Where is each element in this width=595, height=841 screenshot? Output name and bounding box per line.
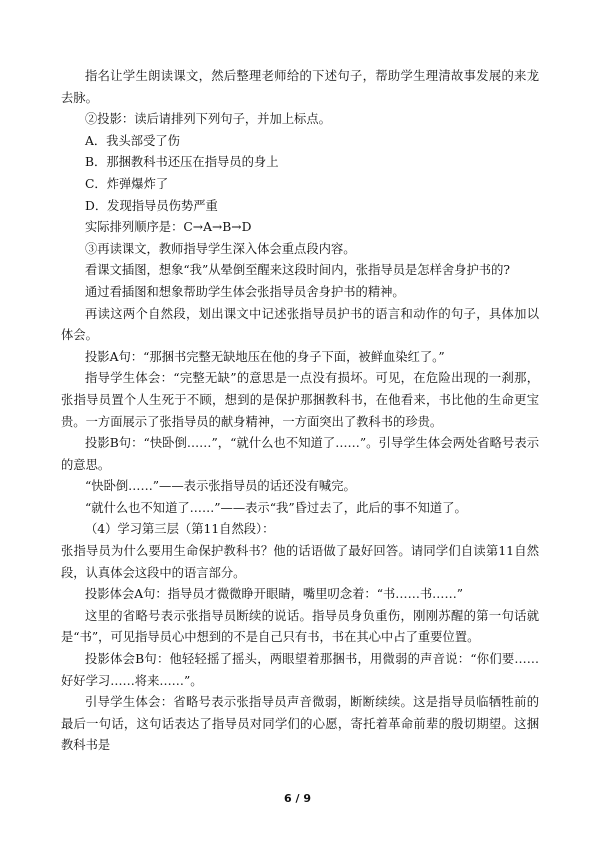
paragraph: 实际排列顺序是：C→A→B→D bbox=[85, 220, 252, 235]
paragraph: ③再读课文，教师指导学生深入体会重点段内容。 bbox=[85, 241, 356, 256]
paragraph: “就什么也不知道了……”——表示“我”昏过去了，此后的事不知道了。 bbox=[85, 500, 467, 515]
paragraph: 投影B句：“快卧倒……”，“就什么也不知道了……”。引导学生体会两处省略号表示的意思。 bbox=[61, 436, 539, 472]
page-number: 6 / 9 bbox=[284, 792, 311, 805]
paragraph: 看课文插图，想象“我”从晕倒至醒来这段时间内，张指导员是怎样舍身护书的? bbox=[85, 263, 510, 278]
paragraph: C．炸弹爆炸了 bbox=[85, 176, 169, 191]
paragraph: 投影体会A句：指导员才微微睁开眼睛，嘴里叨念着：“书……书……” bbox=[85, 587, 464, 602]
paragraph: “快卧倒……”——表示张指导员的话还没有喊完。 bbox=[85, 479, 356, 494]
paragraph: D．发现指导员伤势严重 bbox=[85, 198, 218, 213]
paragraph: 投影A句：“那捆书完整无缺地压在他的身子下面，被鲜血染红了。” bbox=[85, 349, 445, 364]
paragraph: 投影体会B句：他轻轻摇了摇头，两眼望着那捆书，用微弱的声音说：“你们要……好好学习……将来……”。 bbox=[61, 652, 539, 688]
paragraph: B．那捆教科书还压在指导员的身上 bbox=[85, 155, 279, 170]
paragraph: 通过看插图和想象帮助学生体会张指导员舍身护书的精神。 bbox=[85, 284, 405, 299]
document-body bbox=[61, 66, 539, 757]
paragraph: 再读这两个自然段，划出课文中记述张指导员护书的语言和动作的句子，具体加以体会。 bbox=[61, 306, 539, 343]
paragraph: 指导学生体会：“完整无缺”的意思是一点没有损坏。可见，在危险出现的一刹那，张指导员置个人生死于不顾，想到的是保护那捆教科书，在他看来，书比他的生命更宝贵。一方面展示了张指导员的献身精神，一方面突出了教科书的珍贵。 bbox=[61, 371, 539, 429]
paragraph: A．我头部受了伤 bbox=[85, 133, 180, 148]
paragraph: 这里的省略号表示张指导员断续的说话。指导员身负重伤，刚刚苏醒的第一句话就是“书”，可见指导员心中想到的不是自己只有书，书在其心中占了重要位置。 bbox=[61, 608, 539, 645]
paragraph: 张指导员为什么要用生命保护教科书？他的话语做了最好回答。请同学们自读第11自然段，认真体会这段中的语言部分。 bbox=[61, 544, 539, 580]
paragraph: 引导学生体会：省略号表示张指导员声音微弱，断断续续。这是指导员临牺牲前的最后一句话，这句话表达了指导员对同学们的心愿，寄托着革命前辈的殷切期望。这捆教科书是 bbox=[61, 695, 539, 753]
paragraph: 指名让学生朗读课文，然后整理老师给的下述句子，帮助学生理清故事发展的来龙去脉。 bbox=[61, 69, 539, 105]
paragraph: （4）学习第三层（第11自然段）： bbox=[85, 522, 275, 537]
paragraph: ②投影：读后请排列下列句子，并加上标点。 bbox=[85, 112, 331, 127]
